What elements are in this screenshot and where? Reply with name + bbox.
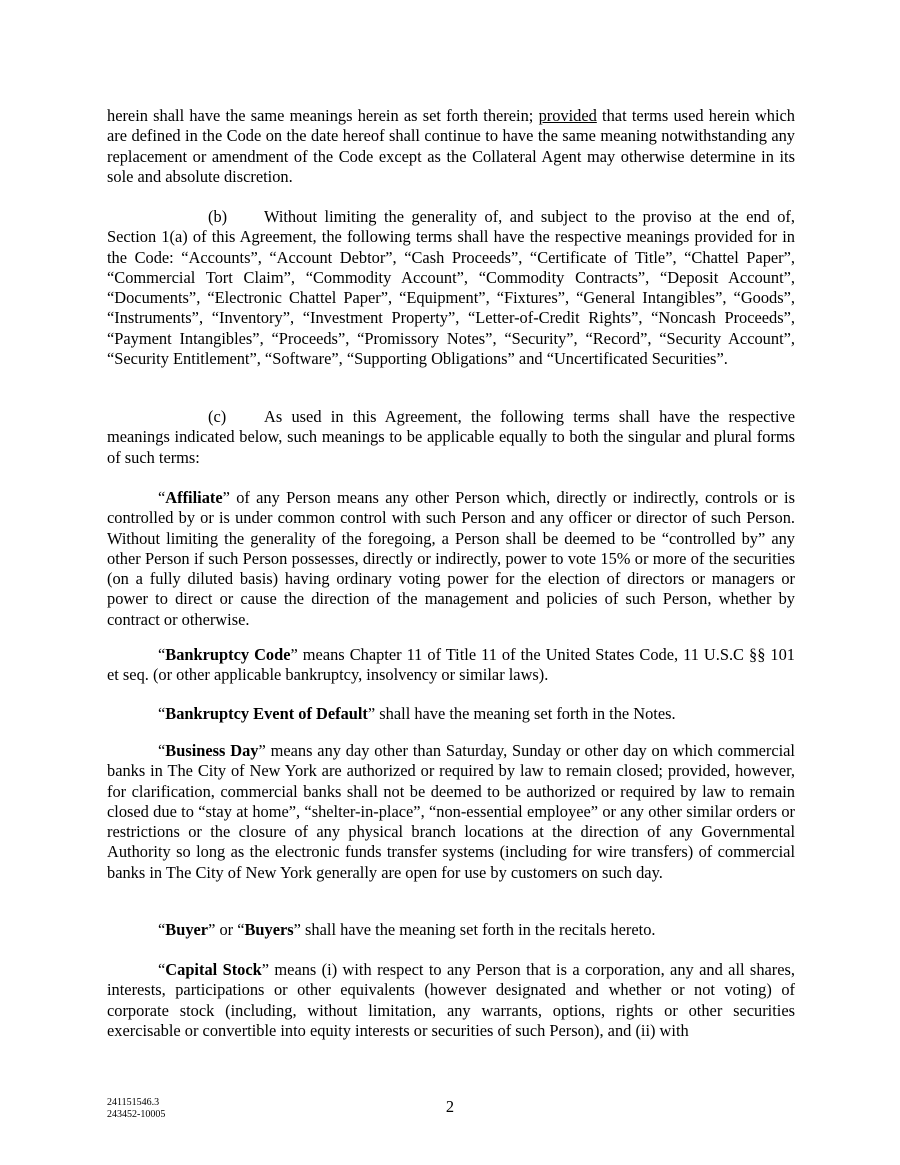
defined-term: Bankruptcy Code: [165, 645, 291, 664]
footer-document-id: 241151546.3 243452-10005: [107, 1097, 166, 1120]
definition-business-day: “Business Day” means any day other than Saturday, Sunday or other day on which commercial banks in The City of New York are authorized or required by law to remain closed; provided, however, for clarification, commercial banks shall not be deemed to be authorized or required by law to remain closed due to “stay at home”, “shelter-in-place”, “non-essential employee” or any other similar orders or restrictions or the closure of any physical branch locations at the direction of any Governmental Authority so long as the electronic funds transfer systems (including for wire transfers) of commercial banks in The City of New York generally are open for use by customers on such day.: [107, 741, 795, 882]
defined-term: Capital Stock: [165, 960, 262, 979]
defined-term: Business Day: [165, 741, 259, 760]
provided-underlined: provided: [538, 106, 597, 125]
definition-buyer: “Buyer” or “Buyers” shall have the meaning set forth in the recitals hereto.: [158, 920, 656, 939]
defined-term: Bankruptcy Event of Default: [165, 704, 368, 723]
definition-bankruptcy-code: “Bankruptcy Code” means Chapter 11 of Title 11 of the United States Code, 11 U.S.C §§ 101 et seq. (or other applicable bankruptcy, insolvency or similar laws).: [107, 645, 795, 685]
definition-capital-stock: “Capital Stock” means (i) with respect to any Person that is a corporation, any and all shares, interests, participations or other equivalents (however designated and whether or not voting) of corporate stock (including, without limitation, any warrants, options, rights or other securities exercisable or convertible into equity interests or securities of such Person), and (ii) with: [107, 960, 795, 1040]
defined-term: Buyer: [165, 920, 209, 939]
paragraph-definitions-intro: herein shall have the same meanings herein as set forth therein; provided that terms used herein which are defined in the Code on the date hereof shall continue to have the same meaning notwithstanding any replacement or amendment of the Code except as the Collateral Agent may otherwise determine in its sole and absolute discretion.: [107, 106, 795, 186]
defined-term: Affiliate: [165, 488, 223, 507]
paragraph-label-c: (c): [208, 407, 227, 426]
page-number: 2: [445, 1097, 455, 1116]
defined-term: Buyers: [244, 920, 294, 939]
paragraph-label-b: (b): [208, 207, 228, 226]
paragraph-c: (c) As used in this Agreement, the following terms shall have the respective meanings indicated below, such meanings to be applicable equally to both the singular and plural forms of such terms:: [107, 407, 795, 467]
definition-bankruptcy-event-of-default: “Bankruptcy Event of Default” shall have the meaning set forth in the Notes.: [158, 704, 676, 723]
definition-affiliate: “Affiliate” of any Person means any other Person which, directly or indirectly, controls or is controlled by or is under common control with such Person and any officer or director of such Person. Without limiting the generality of the foregoing, a Person shall be deemed to be “controlled by” any other Person if such Person possesses, directly or indirectly, power to vote 15% or more of the securities (on a fully diluted basis) having ordinary voting power for the election of directors or managers or power to direct or cause the direction of the management and policies of such Person, whether by contract or otherwise.: [107, 488, 795, 629]
paragraph-b: (b) Without limiting the generality of, and subject to the proviso at the end of, Section 1(a) of this Agreement, the following terms shall have the respective meanings provided for in the Code: “Accounts”, “Account Debtor”, “Cash Proceeds”, “Certificate of Title”, “Chattel Paper”, “Commercial Tort Claim”, “Commodity Account”, “Commodity Contracts”, “Deposit Account”, “Documents”, “Electronic Chattel Paper”, “Equipment”, “Fixtures”, “General Intangibles”, “Goods”, “Instruments”, “Inventory”, “Investment Property”, “Letter-of-Credit Rights”, “Noncash Proceeds”, “Payment Intangibles”, “Proceeds”, “Promissory Notes”, “Security”, “Record”, “Security Account”, “Security Entitlement”, “Software”, “Supporting Obligations” and “Uncertificated Securities”.: [107, 207, 795, 369]
